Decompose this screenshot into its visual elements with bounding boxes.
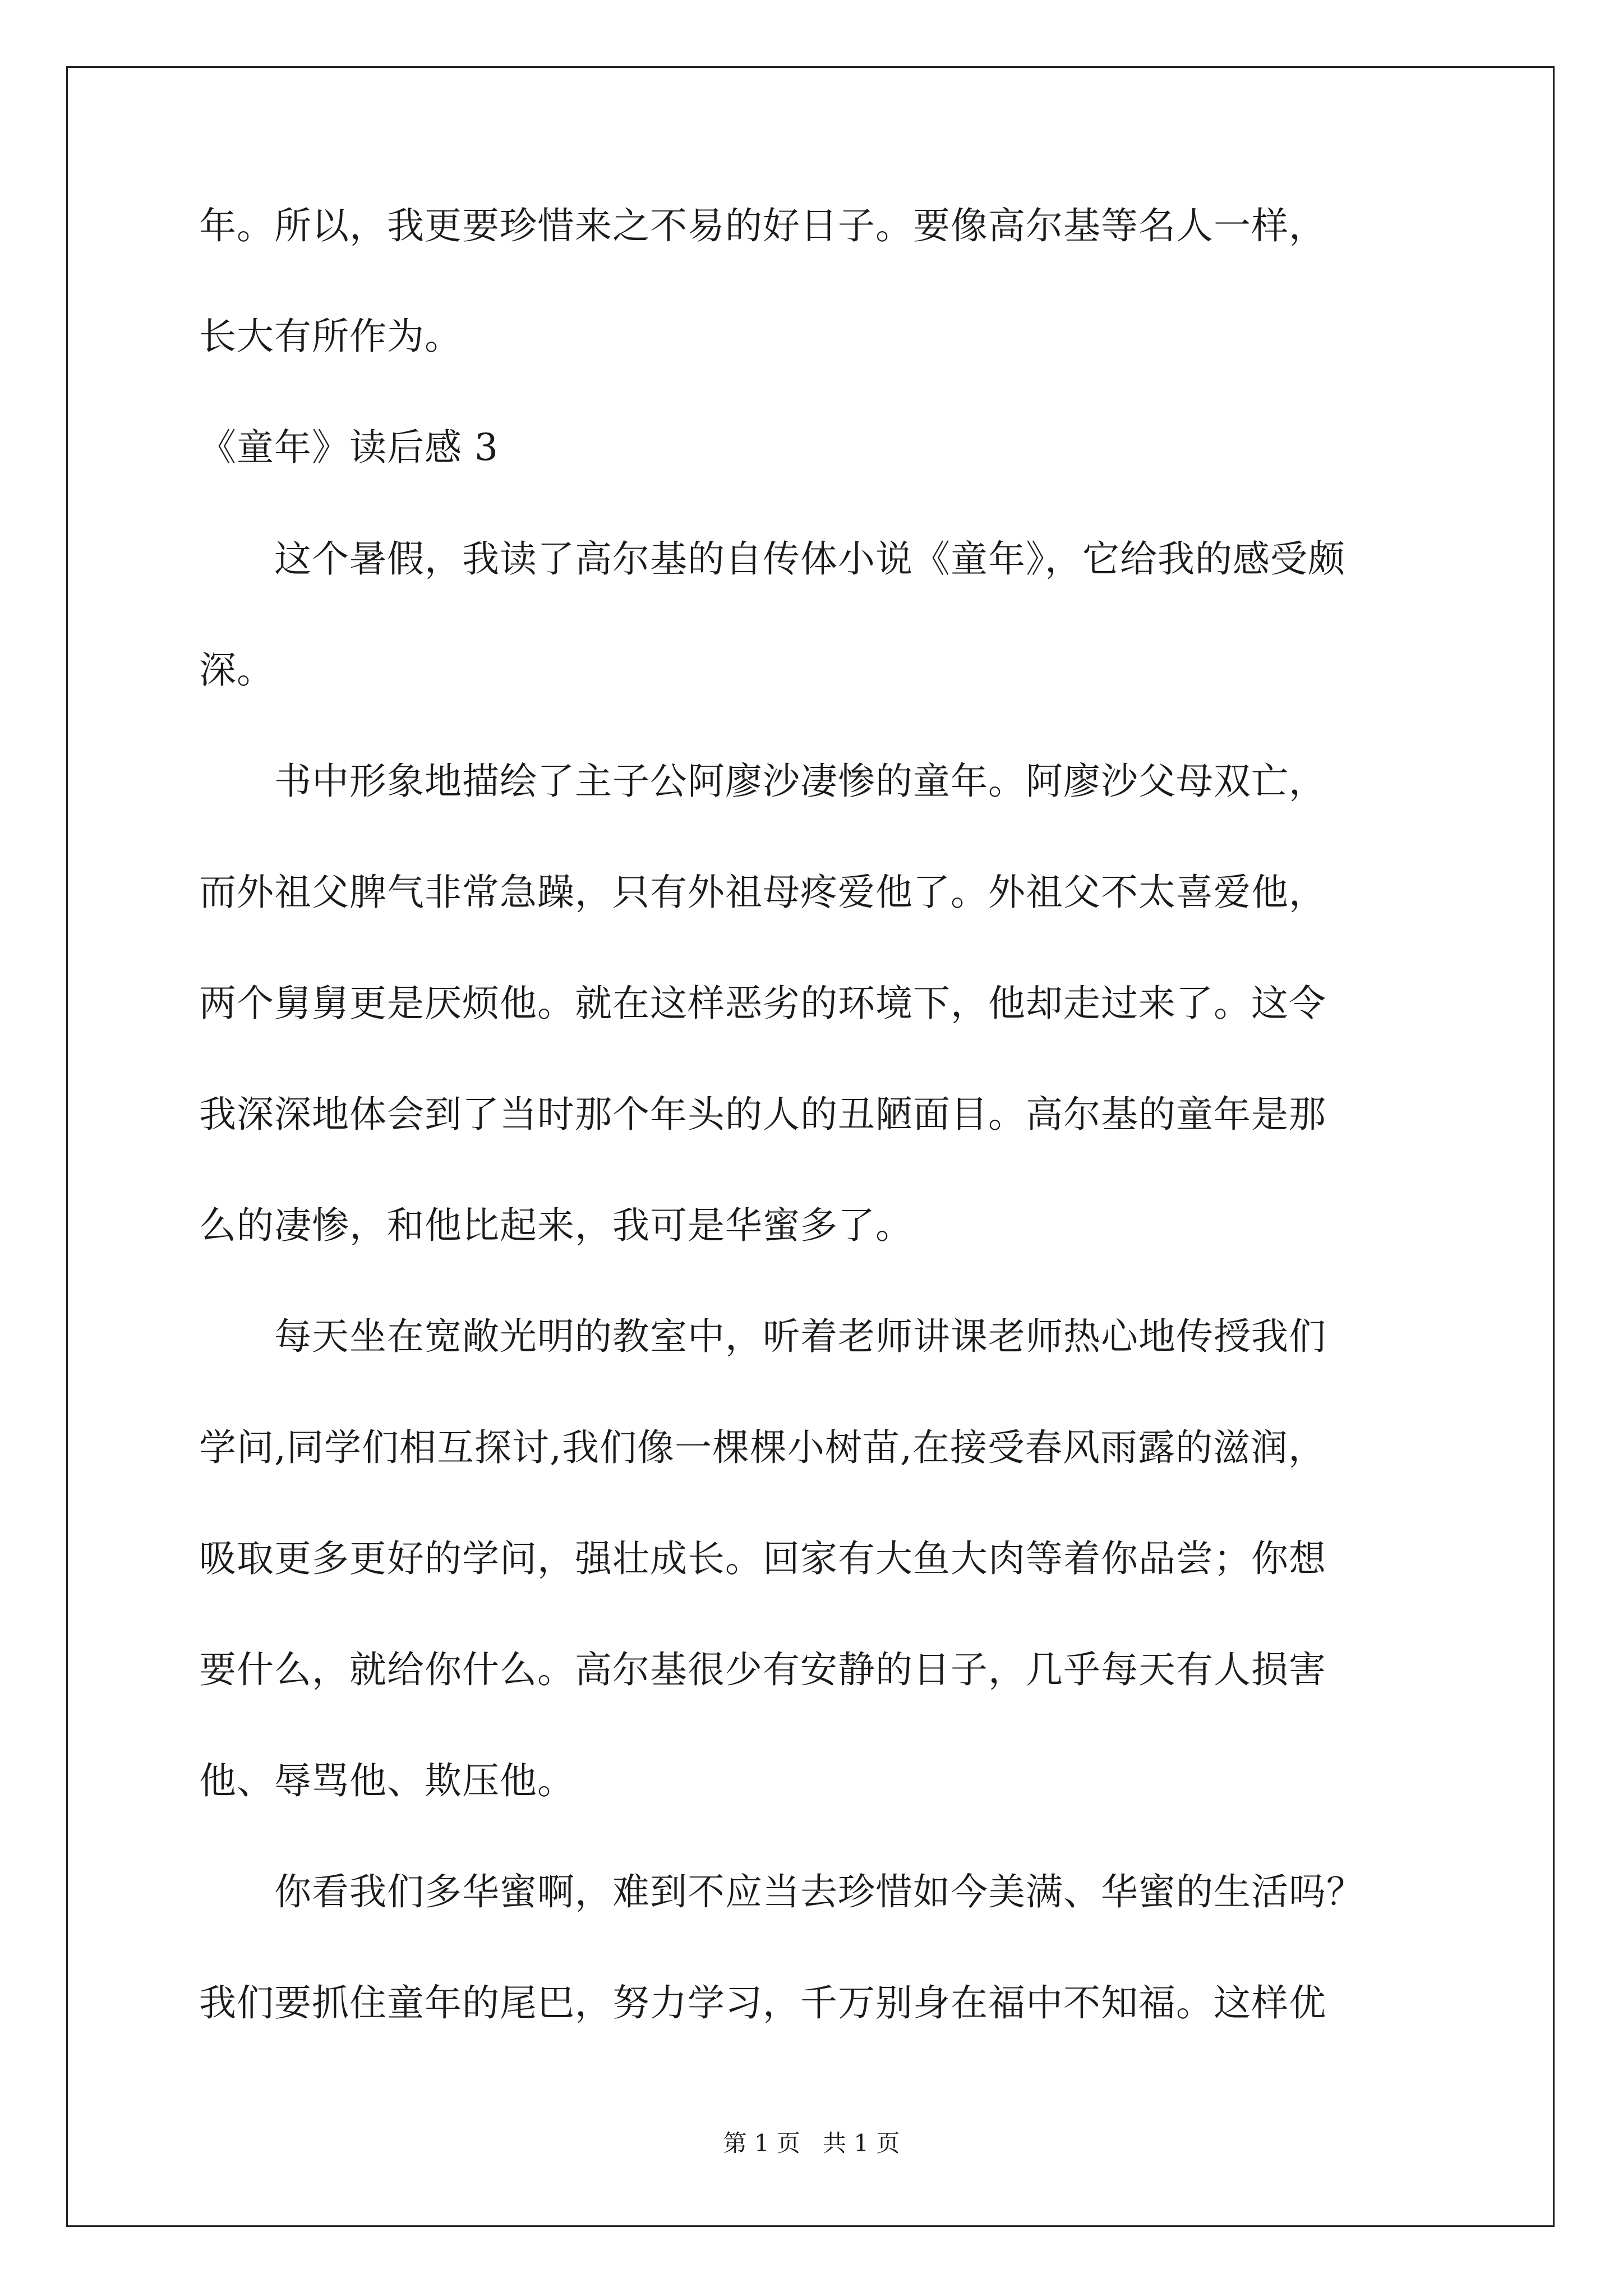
page-footer: [0, 2129, 1623, 2157]
paragraph-start: 每天坐在宽敞光明的教室中，听着老师讲课老师热心地传授我们: [199, 1315, 1326, 1358]
text-line: 而外祖父脾气非常急躁，只有外祖母疼爱他了。外祖父不太喜爱他，: [199, 871, 1326, 914]
text-line: 么的凄惨，和他比起来，我可是华蜜多了。: [199, 1204, 913, 1247]
text-line: 我们要抓住童年的尾巴，努力学习，千万别身在福中不知福。这样优: [199, 1981, 1326, 2024]
text-line: 长大有所作为。: [199, 315, 462, 358]
paragraph-start: 书中形象地描绘了主子公阿廖沙凄惨的童年。阿廖沙父母双亡，: [199, 760, 1326, 803]
text-line: 要什么，就给你什么。高尔基很少有安静的日子，几乎每天有人损害: [199, 1648, 1326, 1691]
section-heading: 《童年》读后感 3: [199, 426, 499, 469]
paragraph-start: 你看我们多华蜜啊，难到不应当去珍惜如今美满、华蜜的生活吗？: [199, 1870, 1364, 1913]
text-line: 深。: [199, 648, 274, 692]
text-line: 他、辱骂他、欺压他。: [199, 1759, 575, 1802]
text-line: 两个舅舅更是厌烦他。就在这样恶劣的环境下，他却走过来了。这令: [199, 982, 1326, 1025]
text-line: 吸取更多更好的学问，强壮成长。回家有大鱼大肉等着你品尝；你想: [199, 1537, 1326, 1580]
text-line: 学问,同学们相互探讨,我们像一棵棵小树苗,在接受春风雨露的滋润，: [199, 1426, 1326, 1469]
page-total: 共 1 页: [823, 2129, 900, 2157]
page-number: 第 1 页: [723, 2129, 800, 2157]
text-line: 我深深地体会到了当时那个年头的人的丑陋面目。高尔基的童年是那: [199, 1093, 1326, 1136]
text-line: 年。所以，我更要珍惜来之不易的好日子。要像高尔基等名人一样，: [199, 204, 1326, 247]
paragraph-start: 这个暑假，我读了高尔基的自传体小说《童年》，它给我的感受颇: [199, 537, 1345, 581]
